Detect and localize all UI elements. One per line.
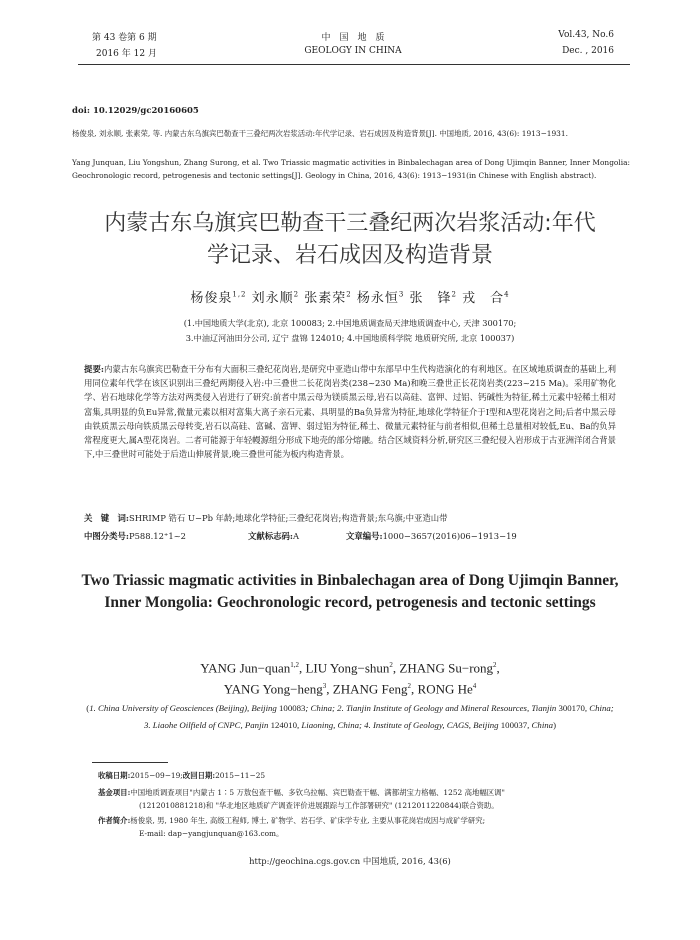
footnote-dates xyxy=(98,770,618,783)
author-cn: 杨永恒 xyxy=(356,291,399,306)
received-date: 2015−09−19; xyxy=(130,771,183,780)
title-cn-line-1: 内蒙古东乌旗宾巴勒查干三叠纪两次岩浆活动:年代 xyxy=(104,211,596,236)
author-cn: 张 锋 xyxy=(409,291,452,306)
author-cn: 戎 合 xyxy=(462,291,505,306)
keywords xyxy=(84,512,616,524)
fund-line-2: (1212010881218)和 "华北地区地质矿产调查评价进展跟踪与工作部署研究" (1212011220844)联合资助。 xyxy=(139,801,499,810)
header-journal-cn: 中 国 地 质 xyxy=(321,33,385,43)
fund-label: 基金项目: xyxy=(98,788,131,797)
author-aff: 1,2 xyxy=(290,661,299,669)
authors-en: YANG Jun−quan$^{1,2}$, LIU Yong−shun$^2$, ZHANG Su−rong$^2$, YANG Yong−heng$^3$, ZHANG Feng$^2$, RONG He$^4$ xyxy=(200,660,500,697)
keywords-text: SHRIMP 锆石 U−Pb 年龄;地球化学特征;三叠纪花岗岩;构造背景;东乌旗;中亚造山带 xyxy=(128,513,448,523)
author-cn: 张素荣 xyxy=(304,291,347,306)
author-aff: 2 xyxy=(389,661,393,669)
zip-1: 100083 xyxy=(279,703,306,713)
article-id-label: 文章编号: xyxy=(346,531,383,541)
zip-2: 300170 xyxy=(558,703,585,713)
author-aff: 2 xyxy=(493,661,497,669)
author-en: YANG Jun−quan xyxy=(200,660,291,676)
author-email[interactable]: E-mail: dap−yangjunquan@163.com。 xyxy=(139,829,284,838)
doc-code-label: 文献标志码: xyxy=(248,531,293,541)
journal-header xyxy=(92,30,614,64)
author-en: RONG He xyxy=(417,681,473,697)
citation-en: Yang Junquan, Liu Yongshun, Zhang Surong, et al. Two Triassic magmatic activities in Binbalechagan area of Dong Ujimqin Banner, Inner Mongolia: Geochronologic record, petrogenesis and tectonic settings[J]. Geology in China, 2016, 43(6): 1913−1931(in Chinese with English abstract). xyxy=(72,158,630,180)
author-en: YANG Yong−heng xyxy=(223,681,323,697)
header-journal-en: GEOLOGY IN CHINA xyxy=(304,46,402,56)
author-cn: 杨俊泉 xyxy=(190,291,233,306)
zip-4: 100037 xyxy=(500,720,528,730)
abstract-cn xyxy=(84,362,616,461)
header-volume-cn: 第 43 卷第 6 期 xyxy=(92,33,157,43)
citation-cn: 杨俊泉, 刘永顺, 张素荣, 等. 内蒙古东乌旗宾巴勒查干三叠纪两次岩浆活动:年代学记录、岩石成因及构造背景[J]. 中国地质, 2016, 43(6): 1913−1931. xyxy=(72,129,568,138)
header-volume-en: Vol.43, No.6 xyxy=(558,30,614,40)
author-bio-line-1: 杨俊泉, 男, 1980 年生, 高级工程师, 博士, 矿物学、岩石学、矿床学专业, 主要从事花岗岩成因与成矿学研究; xyxy=(130,816,486,825)
affiliation-en-4: , Liaoning, China; 4. Institute of Geology, CAGS, Beijing xyxy=(296,720,501,730)
article-id-value: 1000−3657(2016)06−1913−19 xyxy=(382,531,517,541)
footnote-author xyxy=(98,815,618,828)
author-en: LIU Yong−shun xyxy=(305,660,390,676)
title-cn xyxy=(60,208,640,272)
header-date-cn: 2016 年 12 月 xyxy=(96,49,157,59)
author-aff: 4 xyxy=(472,682,477,691)
doc-code-value: A xyxy=(292,531,300,541)
author-aff: 2 xyxy=(293,290,300,299)
author-aff: 3 xyxy=(322,682,327,691)
revised-date: 2015−11−25 xyxy=(215,771,266,780)
revised-label: 改回日期: xyxy=(182,771,216,780)
author-en: ZHANG Su−rong xyxy=(399,660,494,676)
author-en: ZHANG Feng xyxy=(332,681,408,697)
author-aff: 2 xyxy=(346,290,352,299)
affiliation-en-5: , China xyxy=(527,720,554,730)
author-cn: 刘永顺 xyxy=(251,291,294,306)
affiliations-cn xyxy=(120,316,580,346)
fund-line-1: 中国地质调查项目"内蒙古 1∶5 万敖包查干幅、多钦乌拉幅、宾巴勒查干幅、满都胡宝力格幅、1252 高地幅区调" xyxy=(130,788,505,797)
affiliation-cn-line-2: 3.中油辽河油田分公司, 辽宁 盘锦 124010; 4.中国地质科学院 地质研究所, 北京 100037) xyxy=(185,333,515,343)
abstract-text: 内蒙古东乌旗宾巴勒查干分布有大面积三叠纪花岗岩,是研究中亚造山带中东部早中生代构造演化的有利地区。在区域地质调查的基础上,利用同位素年代学在该区识别出三叠纪两期侵入岩:中三叠世二长花岗岩类(238~230 Ma)和晚三叠世正长花岗岩类(223~215 Ma)。采用矿物化学、岩石地球化学等方法对两类侵入岩进行了研究:前者中黑云母为镁质黑云母,岩石以高硅、富钾、过铝、钙碱性为特征,稀土元素中轻稀土相对富集,具明显的负Eu异常,微量元素以相对富集大离子亲石元素、具明显的Ba负异常为特征,地球化学特征介于I型和A型花岗岩之间;后者中黑云母由铁质黑云母向铁质黑云母转变,岩石以高硅、富碱、富钾、弱过铝为特征,稀土、微量元素特征与前者相似,但稀土总量相对较低,Eu、Ba的负异常程度更大,属A型花岗岩。二者可能源于年轻幔源组分形成下地壳的部分熔融。结合区域资料分析,研究区三叠纪侵入岩形成于古亚洲洋闭合背景下,中三叠世时可能处于后造山伸展背景,晚三叠世可能为板内构造背景。 xyxy=(84,364,616,460)
affiliation-en-3: , China; 3. Liaohe Oilfield of CNPC, Panjin xyxy=(143,703,614,730)
title-cn-line-2: 学记录、岩石成因及构造背景 xyxy=(206,243,493,268)
title-en: Two Triassic magmatic activities in Binbalechagan area of Dong Ujimqin Banner, Inner Mongolia: Geochronologic record, petrogenesis and tectonic settings xyxy=(81,572,619,611)
header-date-en: Dec. , 2016 xyxy=(562,46,614,56)
keywords-label: 关 键 词: xyxy=(84,513,129,523)
page-footer[interactable]: http://geochina.cgs.gov.cn 中国地质, 2016, 43(6) xyxy=(249,856,451,866)
footnote-divider xyxy=(92,762,168,763)
author-aff: 1,2 xyxy=(232,290,247,299)
footnote-fund xyxy=(98,787,618,800)
author-aff: 3 xyxy=(398,290,405,299)
author-aff: 4 xyxy=(504,290,510,299)
affiliation-cn-line-1: (1.中国地质大学(北京), 北京 100083; 2.中国地质调查局天津地质调查中心, 天津 300170; xyxy=(183,318,517,328)
abstract-label: 提要: xyxy=(84,364,104,374)
header-divider xyxy=(78,64,630,65)
clc-label: 中图分类号: xyxy=(84,531,129,541)
authors-cn xyxy=(0,287,700,306)
author-aff: 2 xyxy=(407,682,412,691)
author-bio-label: 作者简介: xyxy=(98,816,131,825)
clc-value: P588.12⁺1~2 xyxy=(128,531,187,541)
received-label: 收稿日期: xyxy=(98,771,131,780)
author-aff: 2 xyxy=(451,290,458,299)
affiliations-en: (1. China University of Geosciences (Beijing), Beijing 100083; China; 2. Tianjin Institute of Geology and Mineral Resources, Tianjin 300170, China; 3. Liaohe Oilfield of CNPC, Panjin 124010, Liaoning, China; 4. Institute of Geology, CAGS, Beijing 100037, China) xyxy=(86,703,614,730)
affiliation-en-1: 1. China University of Geosciences (Beijing), Beijing xyxy=(89,703,280,713)
doi[interactable]: doi: 10.12029/gc20160605 xyxy=(72,106,199,116)
zip-3: 124010 xyxy=(270,720,297,730)
affiliation-en-2: ; China; 2. Tianjin Institute of Geology and Mineral Resources, Tianjin xyxy=(305,703,559,713)
